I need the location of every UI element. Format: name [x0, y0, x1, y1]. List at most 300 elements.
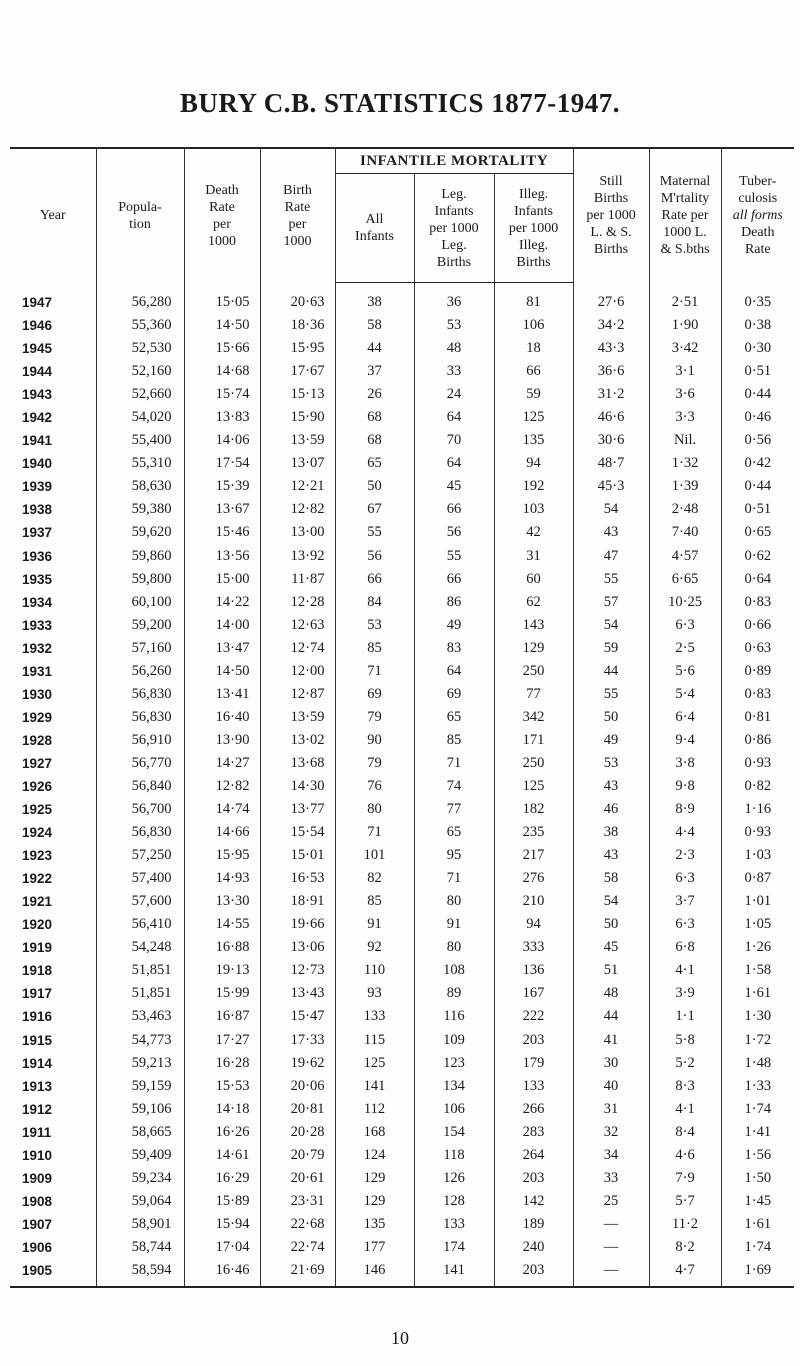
table-row	[10, 706, 794, 729]
cell-population: 59,860	[96, 545, 184, 568]
cell-leg-infants: 118	[414, 1144, 494, 1167]
cell-birth-rate: 22·68	[260, 1213, 335, 1236]
cell-illeg-infants: 210	[494, 890, 573, 913]
cell-death-rate: 14·50	[184, 314, 260, 337]
cell-maternal-mortality: Nil.	[649, 429, 721, 452]
cell-death-rate: 13·90	[184, 729, 260, 752]
cell-birth-rate: 12·73	[260, 959, 335, 982]
cell-birth-rate: 13·07	[260, 452, 335, 475]
cell-maternal-mortality: 7·40	[649, 521, 721, 544]
table-row	[10, 637, 794, 660]
cell-maternal-mortality: 6·3	[649, 913, 721, 936]
cell-year: 1931	[10, 660, 96, 683]
cell-death-rate: 13·41	[184, 683, 260, 706]
header-maternal-mortality: Maternal M'rtality Rate per 1000 L. & S.bths	[649, 148, 721, 283]
cell-tuberculosis: 1·74	[744, 1100, 772, 1117]
table-body	[10, 283, 794, 1288]
cell-population: 59,380	[96, 498, 184, 521]
cell-population: 59,200	[96, 614, 184, 637]
cell-population: 55,310	[96, 452, 184, 475]
cell-all-infants: 115	[335, 1029, 414, 1052]
table-row	[10, 1121, 794, 1144]
cell-tuberculosis: 0·35	[744, 293, 772, 310]
table-row	[10, 360, 794, 383]
cell-leg-infants: 64	[414, 660, 494, 683]
cell-tuberculosis: 0·56	[744, 432, 772, 449]
cell-tuberculosis: 1·45	[744, 1192, 772, 1209]
cell-population: 54,248	[96, 936, 184, 959]
cell-leg-infants: 48	[414, 337, 494, 360]
cell-birth-rate: 18·91	[260, 890, 335, 913]
cell-still-births: 34·2	[573, 314, 649, 337]
table-row	[10, 683, 794, 706]
cell-leg-infants: 174	[414, 1236, 494, 1259]
cell-tuberculosis: 1·72	[744, 1031, 772, 1048]
table-row	[10, 798, 794, 821]
cell-year: 1934	[10, 591, 96, 614]
cell-birth-rate: 15·95	[260, 337, 335, 360]
cell-maternal-mortality: 5·7	[649, 1190, 721, 1213]
cell-still-births: 54	[573, 890, 649, 913]
cell-illeg-infants: 333	[494, 936, 573, 959]
cell-death-rate: 12·82	[184, 775, 260, 798]
cell-birth-rate: 20·81	[260, 1098, 335, 1121]
cell-illeg-infants: 106	[494, 314, 573, 337]
cell-birth-rate: 12·28	[260, 591, 335, 614]
cell-illeg-infants: 189	[494, 1213, 573, 1236]
cell-population: 56,910	[96, 729, 184, 752]
cell-death-rate: 15·46	[184, 521, 260, 544]
cell-still-births: 43	[573, 521, 649, 544]
cell-maternal-mortality: 6·8	[649, 936, 721, 959]
cell-year: 1906	[10, 1236, 96, 1259]
cell-illeg-infants: 103	[494, 498, 573, 521]
cell-all-infants: 38	[335, 283, 414, 315]
cell-population: 59,620	[96, 521, 184, 544]
cell-tuberculosis: 0·93	[744, 754, 772, 771]
cell-maternal-mortality: 5·6	[649, 660, 721, 683]
cell-death-rate: 14·93	[184, 867, 260, 890]
cell-maternal-mortality: 7·9	[649, 1167, 721, 1190]
cell-illeg-infants: 217	[494, 844, 573, 867]
cell-tuberculosis: 0·44	[744, 478, 772, 495]
cell-year: 1913	[10, 1075, 96, 1098]
cell-still-births: 47	[573, 545, 649, 568]
cell-population: 57,160	[96, 637, 184, 660]
cell-year: 1930	[10, 683, 96, 706]
table-row	[10, 821, 794, 844]
cell-birth-rate: 12·82	[260, 498, 335, 521]
cell-year: 1925	[10, 798, 96, 821]
cell-maternal-mortality: 3·42	[649, 337, 721, 360]
cell-population: 59,159	[96, 1075, 184, 1098]
cell-all-infants: 71	[335, 821, 414, 844]
cell-death-rate: 14·27	[184, 752, 260, 775]
cell-illeg-infants: 143	[494, 614, 573, 637]
cell-leg-infants: 86	[414, 591, 494, 614]
cell-population: 58,901	[96, 1213, 184, 1236]
cell-birth-rate: 15·47	[260, 1005, 335, 1028]
cell-illeg-infants: 240	[494, 1236, 573, 1259]
cell-year: 1947	[10, 283, 96, 315]
cell-maternal-mortality: 3·7	[649, 890, 721, 913]
cell-all-infants: 85	[335, 890, 414, 913]
cell-leg-infants: 154	[414, 1121, 494, 1144]
table-row	[10, 406, 794, 429]
cell-tuberculosis: 1·03	[744, 847, 772, 864]
cell-leg-infants: 77	[414, 798, 494, 821]
cell-population: 54,020	[96, 406, 184, 429]
cell-maternal-mortality: 9·4	[649, 729, 721, 752]
cell-leg-infants: 95	[414, 844, 494, 867]
cell-year: 1944	[10, 360, 96, 383]
cell-illeg-infants: 62	[494, 591, 573, 614]
cell-tuberculosis: 1·01	[744, 893, 772, 910]
cell-leg-infants: 33	[414, 360, 494, 383]
cell-tuberculosis: 0·30	[744, 340, 772, 357]
cell-birth-rate: 12·00	[260, 660, 335, 683]
cell-tuberculosis: 0·83	[744, 685, 772, 702]
cell-maternal-mortality: 3·1	[649, 360, 721, 383]
table-row	[10, 913, 794, 936]
cell-maternal-mortality: 4·1	[649, 1098, 721, 1121]
cell-all-infants: 53	[335, 614, 414, 637]
cell-death-rate: 16·28	[184, 1052, 260, 1075]
cell-still-births: 53	[573, 752, 649, 775]
cell-illeg-infants: 18	[494, 337, 573, 360]
cell-leg-infants: 128	[414, 1190, 494, 1213]
cell-year: 1929	[10, 706, 96, 729]
cell-illeg-infants: 283	[494, 1121, 573, 1144]
cell-year: 1938	[10, 498, 96, 521]
cell-population: 58,594	[96, 1259, 184, 1287]
cell-death-rate: 17·54	[184, 452, 260, 475]
cell-tuberculosis: 0·64	[744, 570, 772, 587]
cell-still-births: 33	[573, 1167, 649, 1190]
cell-tuberculosis: 1·48	[744, 1054, 772, 1071]
cell-tuberculosis: 0·38	[744, 317, 772, 334]
cell-population: 51,851	[96, 982, 184, 1005]
cell-all-infants: 112	[335, 1098, 414, 1121]
cell-illeg-infants: 276	[494, 867, 573, 890]
table-row	[10, 867, 794, 890]
cell-leg-infants: 64	[414, 406, 494, 429]
cell-all-infants: 55	[335, 521, 414, 544]
cell-tuberculosis: 0·82	[744, 778, 772, 794]
cell-leg-infants: 65	[414, 706, 494, 729]
cell-year: 1908	[10, 1190, 96, 1213]
cell-still-births: 45	[573, 936, 649, 959]
cell-all-infants: 76	[335, 775, 414, 798]
page-number: 10	[391, 1328, 409, 1348]
cell-tuberculosis: 0·63	[744, 639, 772, 656]
cell-death-rate: 16·46	[184, 1259, 260, 1287]
cell-illeg-infants: 125	[494, 775, 573, 798]
cell-population: 54,773	[96, 1029, 184, 1052]
cell-population: 59,106	[96, 1098, 184, 1121]
cell-tuberculosis: 0·93	[744, 824, 772, 841]
cell-population: 56,280	[96, 283, 184, 315]
cell-leg-infants: 83	[414, 637, 494, 660]
cell-birth-rate: 15·01	[260, 844, 335, 867]
header-infantile-mortality: INFANTILE MORTALITY	[335, 148, 573, 174]
cell-maternal-mortality: 2·5	[649, 637, 721, 660]
table-row	[10, 429, 794, 452]
cell-all-infants: 37	[335, 360, 414, 383]
cell-leg-infants: 53	[414, 314, 494, 337]
cell-year: 1927	[10, 752, 96, 775]
cell-tuberculosis: 0·42	[744, 455, 772, 472]
cell-population: 52,530	[96, 337, 184, 360]
cell-year: 1924	[10, 821, 96, 844]
cell-maternal-mortality: 2·51	[649, 283, 721, 315]
cell-still-births: 58	[573, 867, 649, 890]
cell-leg-infants: 123	[414, 1052, 494, 1075]
cell-maternal-mortality: 4·57	[649, 545, 721, 568]
cell-maternal-mortality: 3·8	[649, 752, 721, 775]
cell-still-births: 30·6	[573, 429, 649, 452]
cell-tuberculosis: 1·16	[744, 801, 772, 818]
table-row	[10, 844, 794, 867]
cell-leg-infants: 141	[414, 1259, 494, 1287]
cell-death-rate: 15·95	[184, 844, 260, 867]
cell-maternal-mortality: 2·3	[649, 844, 721, 867]
cell-all-infants: 67	[335, 498, 414, 521]
cell-maternal-mortality: 4·6	[649, 1144, 721, 1167]
table-row	[10, 936, 794, 959]
cell-still-births: 36·6	[573, 360, 649, 383]
cell-population: 56,260	[96, 660, 184, 683]
cell-year: 1910	[10, 1144, 96, 1167]
cell-still-births: 32	[573, 1121, 649, 1144]
table-row	[10, 729, 794, 752]
table-row	[10, 1098, 794, 1121]
table-row	[10, 314, 794, 337]
cell-all-infants: 84	[335, 591, 414, 614]
cell-death-rate: 14·74	[184, 798, 260, 821]
cell-leg-infants: 133	[414, 1213, 494, 1236]
cell-leg-infants: 126	[414, 1167, 494, 1190]
cell-maternal-mortality: 4·1	[649, 959, 721, 982]
header-legitimate-infants: Leg. Infants per 1000 Leg. Births	[414, 174, 494, 283]
cell-leg-infants: 66	[414, 568, 494, 591]
cell-birth-rate: 12·74	[260, 637, 335, 660]
cell-death-rate: 15·05	[184, 283, 260, 315]
cell-still-births: 46·6	[573, 406, 649, 429]
cell-death-rate: 17·04	[184, 1236, 260, 1259]
cell-all-infants: 56	[335, 545, 414, 568]
cell-maternal-mortality: 6·3	[649, 867, 721, 890]
cell-population: 52,660	[96, 383, 184, 406]
cell-all-infants: 133	[335, 1005, 414, 1028]
table-row	[10, 752, 794, 775]
table-row	[10, 959, 794, 982]
table-row	[10, 283, 794, 315]
cell-population: 59,800	[96, 568, 184, 591]
cell-maternal-mortality: 9·8	[649, 775, 721, 798]
cell-population: 57,600	[96, 890, 184, 913]
cell-all-infants: 68	[335, 406, 414, 429]
cell-tuberculosis: 1·26	[744, 939, 772, 956]
cell-year: 1933	[10, 614, 96, 637]
cell-all-infants: 80	[335, 798, 414, 821]
header-illegitimate-infants: Illeg. Infants per 1000 Illeg. Births	[494, 174, 573, 283]
cell-year: 1940	[10, 452, 96, 475]
cell-death-rate: 15·89	[184, 1190, 260, 1213]
cell-all-infants: 124	[335, 1144, 414, 1167]
table-row	[10, 1259, 794, 1287]
cell-all-infants: 135	[335, 1213, 414, 1236]
table-row	[10, 545, 794, 568]
cell-year: 1936	[10, 545, 96, 568]
cell-leg-infants: 71	[414, 867, 494, 890]
cell-population: 58,630	[96, 475, 184, 498]
cell-maternal-mortality: 11·2	[649, 1213, 721, 1236]
cell-death-rate: 16·40	[184, 706, 260, 729]
cell-tuberculosis: 0·81	[744, 708, 772, 725]
cell-maternal-mortality: 1·90	[649, 314, 721, 337]
cell-tuberculosis: 1·05	[744, 916, 772, 933]
cell-year: 1923	[10, 844, 96, 867]
cell-maternal-mortality: 4·7	[649, 1259, 721, 1287]
cell-population: 56,830	[96, 821, 184, 844]
table-row	[10, 1029, 794, 1052]
cell-maternal-mortality: 3·6	[649, 383, 721, 406]
cell-birth-rate: 17·67	[260, 360, 335, 383]
cell-illeg-infants: 94	[494, 913, 573, 936]
cell-leg-infants: 109	[414, 1029, 494, 1052]
cell-population: 56,410	[96, 913, 184, 936]
cell-year: 1939	[10, 475, 96, 498]
cell-leg-infants: 70	[414, 429, 494, 452]
cell-death-rate: 19·13	[184, 959, 260, 982]
cell-year: 1943	[10, 383, 96, 406]
table-row	[10, 568, 794, 591]
cell-year: 1937	[10, 521, 96, 544]
cell-birth-rate: 19·62	[260, 1052, 335, 1075]
cell-leg-infants: 36	[414, 283, 494, 315]
cell-still-births: 43	[573, 844, 649, 867]
table-row	[10, 498, 794, 521]
cell-maternal-mortality: 1·1	[649, 1005, 721, 1028]
cell-illeg-infants: 31	[494, 545, 573, 568]
cell-year: 1914	[10, 1052, 96, 1075]
cell-death-rate: 14·68	[184, 360, 260, 383]
cell-all-infants: 129	[335, 1167, 414, 1190]
cell-year: 1909	[10, 1167, 96, 1190]
cell-death-rate: 16·88	[184, 936, 260, 959]
table-row	[10, 1052, 794, 1075]
cell-birth-rate: 12·63	[260, 614, 335, 637]
cell-leg-infants: 108	[414, 959, 494, 982]
cell-birth-rate: 20·61	[260, 1167, 335, 1190]
table-row	[10, 591, 794, 614]
cell-death-rate: 14·50	[184, 660, 260, 683]
cell-maternal-mortality: 8·4	[649, 1121, 721, 1144]
cell-leg-infants: 89	[414, 982, 494, 1005]
cell-tuberculosis: 0·62	[744, 547, 772, 564]
cell-all-infants: 79	[335, 706, 414, 729]
cell-leg-infants: 85	[414, 729, 494, 752]
cell-illeg-infants: 203	[494, 1259, 573, 1287]
cell-still-births: 55	[573, 683, 649, 706]
cell-tuberculosis: 0·86	[744, 731, 772, 748]
cell-still-births: —	[573, 1236, 649, 1259]
cell-leg-infants: 49	[414, 614, 494, 637]
cell-population: 56,840	[96, 775, 184, 798]
cell-still-births: 50	[573, 706, 649, 729]
table-row	[10, 1075, 794, 1098]
cell-year: 1946	[10, 314, 96, 337]
cell-birth-rate: 20·63	[260, 283, 335, 315]
cell-birth-rate: 12·87	[260, 683, 335, 706]
cell-tuberculosis: 1·74	[744, 1238, 772, 1255]
cell-still-births: 31·2	[573, 383, 649, 406]
cell-population: 60,100	[96, 591, 184, 614]
cell-year: 1928	[10, 729, 96, 752]
cell-birth-rate: 13·68	[260, 752, 335, 775]
cell-tuberculosis: 1·61	[744, 1215, 772, 1232]
cell-birth-rate: 15·90	[260, 406, 335, 429]
header-death-rate: Death Rate per 1000	[184, 148, 260, 283]
cell-death-rate: 13·30	[184, 890, 260, 913]
header-still-births: Still Births per 1000 L. & S. Births	[573, 148, 649, 283]
cell-all-infants: 129	[335, 1190, 414, 1213]
cell-population: 57,250	[96, 844, 184, 867]
cell-illeg-infants: 142	[494, 1190, 573, 1213]
cell-birth-rate: 13·77	[260, 798, 335, 821]
cell-tuberculosis: 1·50	[744, 1169, 772, 1186]
cell-maternal-mortality: 3·3	[649, 406, 721, 429]
cell-year: 1912	[10, 1098, 96, 1121]
cell-birth-rate: 18·36	[260, 314, 335, 337]
cell-illeg-infants: 125	[494, 406, 573, 429]
cell-still-births: 46	[573, 798, 649, 821]
cell-still-births: 44	[573, 660, 649, 683]
cell-all-infants: 141	[335, 1075, 414, 1098]
table-row	[10, 614, 794, 637]
cell-tuberculosis: 0·44	[744, 386, 772, 403]
cell-leg-infants: 106	[414, 1098, 494, 1121]
cell-birth-rate: 13·06	[260, 936, 335, 959]
cell-illeg-infants: 129	[494, 637, 573, 660]
cell-leg-infants: 71	[414, 752, 494, 775]
cell-population: 59,213	[96, 1052, 184, 1075]
cell-population: 59,064	[96, 1190, 184, 1213]
table-row	[10, 660, 794, 683]
cell-population: 56,700	[96, 798, 184, 821]
cell-birth-rate: 15·13	[260, 383, 335, 406]
cell-all-infants: 92	[335, 936, 414, 959]
table-row	[10, 890, 794, 913]
cell-maternal-mortality: 5·4	[649, 683, 721, 706]
cell-birth-rate: 22·74	[260, 1236, 335, 1259]
cell-illeg-infants: 171	[494, 729, 573, 752]
cell-all-infants: 26	[335, 383, 414, 406]
cell-tuberculosis: 1·61	[744, 985, 772, 1002]
cell-maternal-mortality: 6·4	[649, 706, 721, 729]
cell-still-births: 31	[573, 1098, 649, 1121]
cell-birth-rate: 20·79	[260, 1144, 335, 1167]
table-row	[10, 1190, 794, 1213]
cell-leg-infants: 116	[414, 1005, 494, 1028]
cell-birth-rate: 13·59	[260, 429, 335, 452]
cell-tuberculosis: 0·87	[744, 870, 772, 887]
cell-year: 1907	[10, 1213, 96, 1236]
cell-maternal-mortality: 2·48	[649, 498, 721, 521]
cell-illeg-infants: 133	[494, 1075, 573, 1098]
cell-illeg-infants: 250	[494, 752, 573, 775]
